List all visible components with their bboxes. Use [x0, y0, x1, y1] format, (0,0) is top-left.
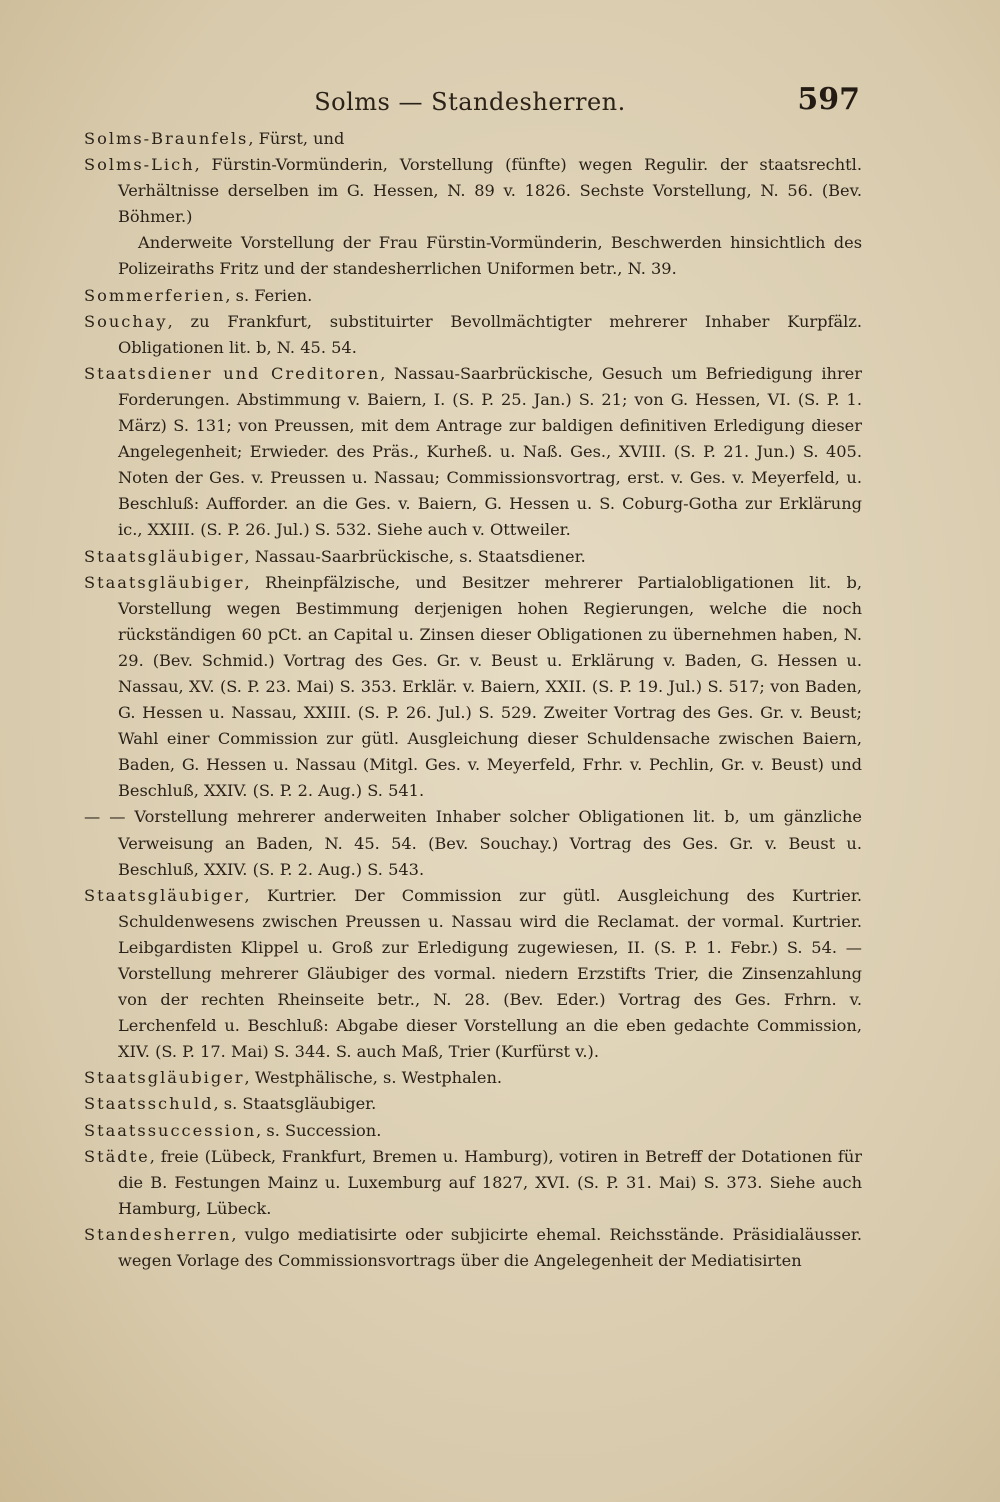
entry-lemma: Staatssuccession: [84, 1120, 257, 1140]
entry-text: , Fürst, und: [248, 129, 345, 148]
index-entry: [84, 283, 862, 309]
index-entry: [84, 126, 862, 152]
index-entry: [84, 883, 862, 1066]
entry-lemma: Souchay: [84, 311, 168, 331]
entry-lemma: Staatsgläubiger: [84, 1068, 245, 1088]
index-entry: [84, 544, 862, 570]
entry-lemma: Staatsschuld: [84, 1094, 214, 1114]
index-entries: [84, 126, 862, 1274]
entry-text: , s. Succession.: [256, 1120, 382, 1140]
entry-text: , Fürstin-Vormünderin, Vorstellung (fünfte) wegen Regulir. der staatsrechtl. Verhältnisse derselben im G. Hessen, N. 89 v. 1826. Sechste Vorstellung, N. 56. (Bev. Böhmer.): [118, 155, 862, 227]
entry-lemma: Sommerferien: [84, 285, 226, 305]
page-number: 597: [797, 82, 860, 117]
index-entry: [84, 152, 862, 230]
entry-text: , s. Staatsgläubiger.: [213, 1094, 377, 1114]
entry-lemma: Staatsdiener und Creditoren: [84, 363, 381, 383]
index-subentry: [84, 804, 862, 882]
entry-text: , Westphälische, s. Westphalen.: [244, 1068, 503, 1088]
entry-text: , zu Frankfurt, substituirter Bevollmächtigter mehrerer Inhaber Kurpfälz. Obligationen lit. b, N. 45. 54.: [118, 311, 862, 357]
entry-text: , vulgo mediatisirte oder subjicirte ehemal. Reichsstände. Präsidialäusser. wegen Vorlage des Commissionsvortrags über die Angelegenheit der Mediatisirten: [118, 1224, 862, 1271]
index-entry: [84, 1222, 862, 1274]
entry-text: , Nassau-Saarbrückische, Gesuch um Befriedigung ihrer Forderungen. Abstimmung v. Baiern, I. (S. P. 25. Jan.) S. 21; von G. Hessen, VI. (S. P. 1. März) S. 131; von Preussen, mit dem Antrage zur baldigen definitiven Erledigung dieser Angelegenheit; Erwieder. des Präs., Kurheß. u. Naß. Ges., XVIII. (S. P. 21. Jun.) S. 405. Noten der Ges. v. Preussen u. Nassau; Commissionsvortrag, erst. v. Ges. v. Meyerfeld, u. Beschluß: Aufforder. an die Ges. v. Baiern, G. Hessen u. S. Coburg-Gotha zur Erklärung ic., XXIII. (S. P. 26. Jul.) S. 532. Siehe auch v. Ottweiler.: [118, 363, 863, 540]
running-head: Solms — Standesherren.: [314, 88, 626, 116]
entry-text: , Nassau-Saarbrückische, s. Staatsdiener.: [244, 546, 586, 566]
index-entry: [84, 361, 862, 544]
entry-text: , s. Ferien.: [225, 285, 313, 305]
index-subentry: [84, 230, 862, 282]
index-entry: [84, 1091, 862, 1117]
entry-lemma: Standesherren: [84, 1224, 232, 1244]
entry-lemma: Städte: [84, 1146, 150, 1166]
entry-lemma: Solms-Braunfels: [84, 129, 249, 148]
index-entry: [84, 570, 862, 805]
entry-dash: — —: [84, 807, 126, 827]
entry-lemma: Staatsgläubiger: [84, 885, 245, 905]
entry-lemma: Staatsgläubiger: [84, 572, 245, 592]
index-entry: [84, 309, 862, 361]
entry-text: Anderweite Vorstellung der Frau Fürstin-Vormünderin, Beschwerden hinsichtlich des Polizeiraths Fritz und der standesherrlichen Uniformen betr., N. 39.: [118, 233, 862, 279]
entry-text: Vorstellung mehrerer anderweiten Inhaber solcher Obligationen lit. b, um gänzliche Verweisung an Baden, N. 45. 54. (Bev. Souchay.) Vortrag des Ges. Gr. v. Beust u. Beschluß, XXIV. (S. P. 2. Aug.) S. 543.: [118, 807, 862, 879]
index-entry: [84, 1118, 862, 1144]
entry-text: , freie (Lübeck, Frankfurt, Bremen u. Hamburg), votiren in Betreff der Dotationen für die B. Festungen Mainz u. Luxemburg auf 1827, XVI. (S. P. 31. Mai) S. 373. Siehe auch Hamburg, Lübeck.: [118, 1146, 862, 1218]
entry-text: , Kurtrier. Der Commission zur gütl. Ausgleichung des Kurtrier. Schuldenwesens zwischen Preussen u. Nassau wird die Reclamat. der vormal. Kurtrier. Leibgardisten Klippel u. Groß zur Erledigung zugewiesen, II. (S. P. 1. Febr.) S. 54. — Vorstellung mehrerer Gläubiger des vormal. niedern Erzstifts Trier, die Zinsenzahlung von der rechten Rheinseite betr., N. 28. (Bev. Eder.) Vortrag des Ges. Frhrn. v. Lerchenfeld u. Beschluß: Abgabe dieser Vorstellung an die eben gedachte Commission, XIV. (S. P. 17. Mai) S. 344. S. auch Maß, Trier (Kurfürst v.).: [118, 885, 862, 1062]
index-entry: [84, 1065, 862, 1091]
entry-lemma: Staatsgläubiger: [84, 546, 245, 566]
page-header: [80, 82, 860, 122]
entry-lemma: Solms-Lich: [84, 155, 195, 175]
index-entry: [84, 1144, 862, 1222]
entry-text: , Rheinpfälzische, und Besitzer mehrerer Partialobligationen lit. b, Vorstellung wegen Bestimmung derjenigen hohen Regierungen, welche die noch rückständigen 60 pCt. an Capital u. Zinsen dieser Obligationen zu übernehmen haben, N. 29. (Bev. Schmid.) Vortrag des Ges. Gr. v. Beust u. Erklärung v. Baden, G. Hessen u. Nassau, XV. (S. P. 23. Mai) S. 353. Erklär. v. Baiern, XXII. (S. P. 19. Jul.) S. 517; von Baden, G. Hessen u. Nassau, XXIII. (S. P. 26. Jul.) S. 529. Zweiter Vortrag des Ges. Gr. v. Beust; Wahl einer Commission zur gütl. Ausgleichung dieser Schuldensache zwischen Baiern, Baden, G. Hessen u. Nassau (Mitgl. Ges. v. Meyerfeld, Frhr. v. Pechlin, Gr. v. Beust) und Beschluß, XXIV. (S. P. 2. Aug.) S. 541.: [118, 572, 862, 801]
